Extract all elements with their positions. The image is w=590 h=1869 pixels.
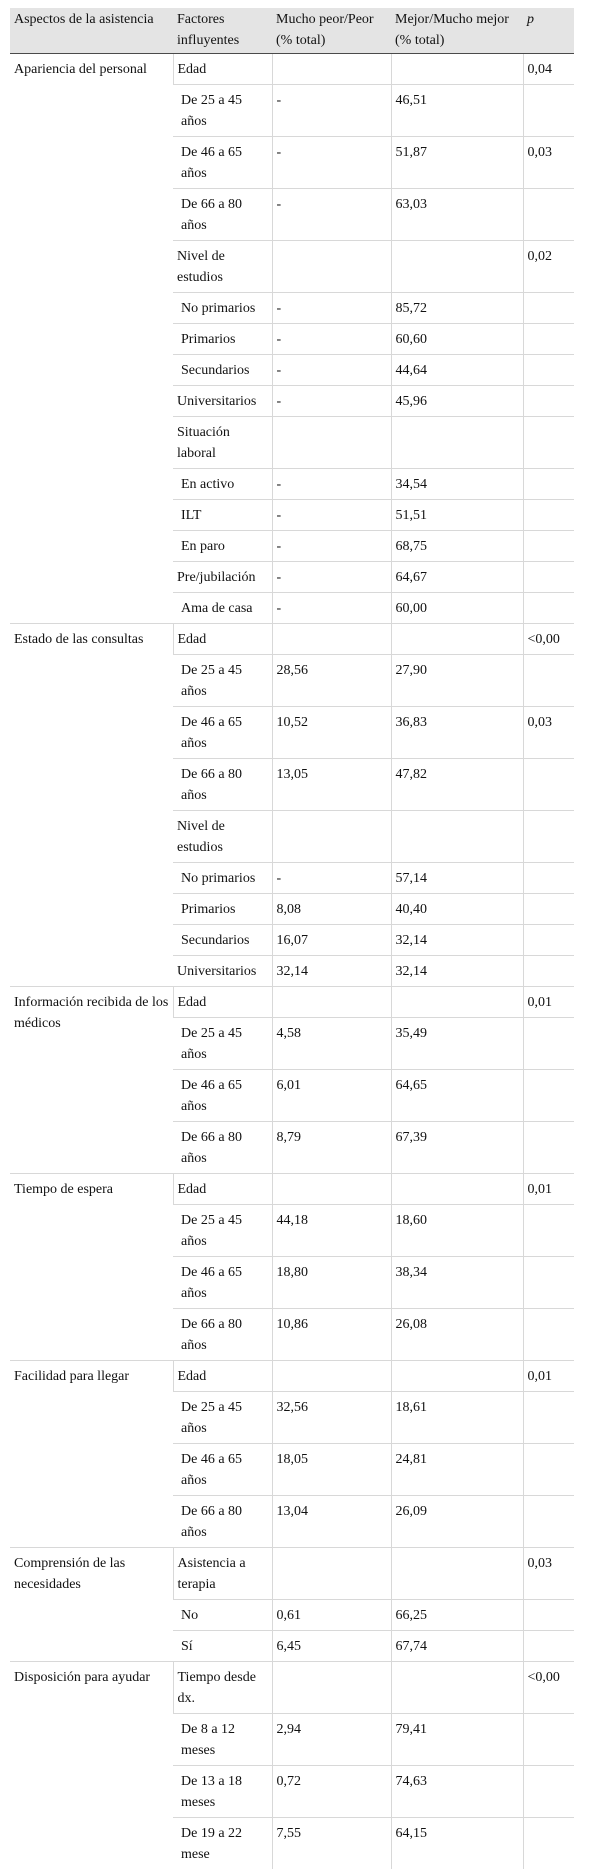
- mejor-value-cell: [391, 624, 523, 655]
- peor-value-cell: 13,04: [272, 1496, 391, 1548]
- mejor-value-cell: 60,60: [391, 324, 523, 355]
- peor-value-cell: 28,56: [272, 655, 391, 707]
- aspect-cell: Comprensión de las necesidades: [10, 1548, 173, 1662]
- table-row: [10, 54, 574, 85]
- peor-value-cell: -: [272, 293, 391, 324]
- peor-value-cell: 16,07: [272, 925, 391, 956]
- p-value-cell: 0,01: [523, 1361, 574, 1392]
- header-factores: Factores influyentes: [173, 8, 272, 54]
- mejor-value-cell: [391, 1662, 523, 1714]
- p-value-cell: [523, 1444, 574, 1496]
- factor-cell: Edad: [173, 1174, 272, 1205]
- peor-value-cell: -: [272, 500, 391, 531]
- peor-value-cell: 32,14: [272, 956, 391, 987]
- p-value-cell: 0,03: [523, 137, 574, 189]
- peor-value-cell: [272, 987, 391, 1018]
- p-value-cell: [523, 1205, 574, 1257]
- p-value-cell: [523, 759, 574, 811]
- p-value-cell: [523, 1309, 574, 1361]
- mejor-value-cell: 36,83: [391, 707, 523, 759]
- factor-cell: Edad: [173, 54, 272, 85]
- peor-value-cell: 8,08: [272, 894, 391, 925]
- peor-value-cell: -: [272, 593, 391, 624]
- aspect-cell: Tiempo de espera: [10, 1174, 173, 1361]
- mejor-value-cell: 51,87: [391, 137, 523, 189]
- p-value-cell: [523, 500, 574, 531]
- mejor-value-cell: 67,74: [391, 1631, 523, 1662]
- aspect-cell: Facilidad para llegar: [10, 1361, 173, 1548]
- p-value-cell: [523, 1496, 574, 1548]
- mejor-value-cell: 51,51: [391, 500, 523, 531]
- mejor-value-cell: 60,00: [391, 593, 523, 624]
- factor-cell: De 66 a 80 años: [173, 1122, 272, 1174]
- mejor-value-cell: [391, 241, 523, 293]
- peor-value-cell: 32,56: [272, 1392, 391, 1444]
- peor-value-cell: 10,52: [272, 707, 391, 759]
- aspect-cell: Estado de las consultas: [10, 624, 173, 987]
- table-row: [10, 1662, 574, 1714]
- header-mejor: Mejor/Mucho mejor (% total): [391, 8, 523, 54]
- peor-value-cell: [272, 241, 391, 293]
- factor-cell: Universitarios: [173, 386, 272, 417]
- factor-cell: No: [173, 1600, 272, 1631]
- mejor-value-cell: [391, 987, 523, 1018]
- peor-value-cell: -: [272, 386, 391, 417]
- factor-cell: En activo: [173, 469, 272, 500]
- peor-value-cell: 18,80: [272, 1257, 391, 1309]
- factor-cell: De 19 a 22 mese: [173, 1818, 272, 1869]
- peor-value-cell: -: [272, 469, 391, 500]
- factor-cell: En paro: [173, 531, 272, 562]
- mejor-value-cell: 38,34: [391, 1257, 523, 1309]
- peor-value-cell: -: [272, 137, 391, 189]
- factor-cell: Tiempo desde dx.: [173, 1662, 272, 1714]
- p-value-cell: [523, 324, 574, 355]
- header-mucho-peor: Mucho peor/Peor (% total): [272, 8, 391, 54]
- peor-value-cell: 7,55: [272, 1818, 391, 1869]
- mejor-value-cell: 57,14: [391, 863, 523, 894]
- mejor-value-cell: 45,96: [391, 386, 523, 417]
- factor-cell: De 46 a 65 años: [173, 137, 272, 189]
- p-value-cell: [523, 1631, 574, 1662]
- factor-cell: De 46 a 65 años: [173, 707, 272, 759]
- mejor-value-cell: 18,61: [391, 1392, 523, 1444]
- mejor-value-cell: 35,49: [391, 1018, 523, 1070]
- mejor-value-cell: 68,75: [391, 531, 523, 562]
- factor-cell: De 25 a 45 años: [173, 655, 272, 707]
- peor-value-cell: 2,94: [272, 1714, 391, 1766]
- p-value-cell: <0,00: [523, 624, 574, 655]
- aspect-cell: Apariencia del personal: [10, 54, 173, 624]
- factor-cell: Secundarios: [173, 925, 272, 956]
- peor-value-cell: 6,45: [272, 1631, 391, 1662]
- p-value-cell: [523, 811, 574, 863]
- table-row: [10, 1548, 574, 1600]
- header-aspectos: Aspectos de la asistencia: [10, 8, 173, 54]
- mejor-value-cell: [391, 54, 523, 85]
- p-value-cell: [523, 355, 574, 386]
- results-table: [10, 8, 574, 1869]
- factor-cell: De 46 a 65 años: [173, 1444, 272, 1496]
- factor-cell: De 25 a 45 años: [173, 1392, 272, 1444]
- mejor-value-cell: 32,14: [391, 956, 523, 987]
- peor-value-cell: [272, 1361, 391, 1392]
- p-value-cell: 0,01: [523, 1174, 574, 1205]
- p-value-cell: [523, 593, 574, 624]
- mejor-value-cell: [391, 417, 523, 469]
- factor-cell: Nivel de estudios: [173, 241, 272, 293]
- p-value-cell: [523, 1392, 574, 1444]
- factor-cell: ILT: [173, 500, 272, 531]
- peor-value-cell: [272, 1548, 391, 1600]
- header-p: p: [523, 8, 574, 54]
- mejor-value-cell: 18,60: [391, 1205, 523, 1257]
- factor-cell: Ama de casa: [173, 593, 272, 624]
- p-value-cell: [523, 1600, 574, 1631]
- p-value-cell: [523, 863, 574, 894]
- factor-cell: De 66 a 80 años: [173, 759, 272, 811]
- peor-value-cell: -: [272, 85, 391, 137]
- factor-cell: Secundarios: [173, 355, 272, 386]
- mejor-value-cell: 63,03: [391, 189, 523, 241]
- aspect-cell: Información recibida de los médicos: [10, 987, 173, 1174]
- table-row: [10, 624, 574, 655]
- p-value-cell: [523, 1018, 574, 1070]
- factor-cell: No primarios: [173, 863, 272, 894]
- p-value-cell: 0,04: [523, 54, 574, 85]
- aspect-cell: Disposición para ayudar: [10, 1662, 173, 1869]
- p-value-cell: [523, 1766, 574, 1818]
- mejor-value-cell: 44,64: [391, 355, 523, 386]
- peor-value-cell: 10,86: [272, 1309, 391, 1361]
- mejor-value-cell: 26,08: [391, 1309, 523, 1361]
- factor-cell: Sí: [173, 1631, 272, 1662]
- peor-value-cell: -: [272, 324, 391, 355]
- mejor-value-cell: [391, 1548, 523, 1600]
- factor-cell: No primarios: [173, 293, 272, 324]
- table-row: [10, 1361, 574, 1392]
- p-value-cell: [523, 925, 574, 956]
- mejor-value-cell: [391, 1361, 523, 1392]
- p-value-cell: 0,02: [523, 241, 574, 293]
- factor-cell: Edad: [173, 624, 272, 655]
- peor-value-cell: -: [272, 531, 391, 562]
- p-value-cell: [523, 1122, 574, 1174]
- factor-cell: De 13 a 18 meses: [173, 1766, 272, 1818]
- mejor-value-cell: 85,72: [391, 293, 523, 324]
- p-value-cell: 0,03: [523, 707, 574, 759]
- peor-value-cell: 4,58: [272, 1018, 391, 1070]
- factor-cell: De 8 a 12 meses: [173, 1714, 272, 1766]
- peor-value-cell: [272, 54, 391, 85]
- factor-cell: De 66 a 80 años: [173, 1496, 272, 1548]
- mejor-value-cell: 46,51: [391, 85, 523, 137]
- p-value-cell: [523, 1714, 574, 1766]
- peor-value-cell: [272, 811, 391, 863]
- p-value-cell: [523, 562, 574, 593]
- factor-cell: Primarios: [173, 324, 272, 355]
- mejor-value-cell: 66,25: [391, 1600, 523, 1631]
- p-value-cell: [523, 417, 574, 469]
- p-value-cell: [523, 1257, 574, 1309]
- mejor-value-cell: 32,14: [391, 925, 523, 956]
- mejor-value-cell: 64,65: [391, 1070, 523, 1122]
- peor-value-cell: 6,01: [272, 1070, 391, 1122]
- p-value-cell: [523, 469, 574, 500]
- factor-cell: Nivel de estudios: [173, 811, 272, 863]
- peor-value-cell: -: [272, 189, 391, 241]
- p-value-cell: [523, 655, 574, 707]
- mejor-value-cell: 40,40: [391, 894, 523, 925]
- factor-cell: De 25 a 45 años: [173, 1018, 272, 1070]
- peor-value-cell: -: [272, 863, 391, 894]
- factor-cell: De 46 a 65 años: [173, 1257, 272, 1309]
- peor-value-cell: 44,18: [272, 1205, 391, 1257]
- peor-value-cell: 18,05: [272, 1444, 391, 1496]
- p-value-cell: [523, 531, 574, 562]
- p-value-cell: [523, 1070, 574, 1122]
- table-body: [10, 54, 574, 1869]
- table-row: [10, 1174, 574, 1205]
- p-value-cell: [523, 85, 574, 137]
- mejor-value-cell: 34,54: [391, 469, 523, 500]
- header-row: [10, 8, 574, 54]
- p-value-cell: [523, 293, 574, 324]
- mejor-value-cell: 67,39: [391, 1122, 523, 1174]
- mejor-value-cell: [391, 811, 523, 863]
- factor-cell: Edad: [173, 987, 272, 1018]
- mejor-value-cell: 79,41: [391, 1714, 523, 1766]
- peor-value-cell: -: [272, 355, 391, 386]
- factor-cell: De 66 a 80 años: [173, 189, 272, 241]
- mejor-value-cell: 64,15: [391, 1818, 523, 1869]
- p-value-cell: 0,01: [523, 987, 574, 1018]
- table-row: [10, 987, 574, 1018]
- factor-cell: Situación laboral: [173, 417, 272, 469]
- p-value-cell: 0,03: [523, 1548, 574, 1600]
- mejor-value-cell: [391, 1174, 523, 1205]
- factor-cell: Universitarios: [173, 956, 272, 987]
- peor-value-cell: 0,72: [272, 1766, 391, 1818]
- peor-value-cell: [272, 1662, 391, 1714]
- factor-cell: De 25 a 45 años: [173, 85, 272, 137]
- peor-value-cell: -: [272, 562, 391, 593]
- mejor-value-cell: 64,67: [391, 562, 523, 593]
- factor-cell: Edad: [173, 1361, 272, 1392]
- p-value-cell: [523, 894, 574, 925]
- mejor-value-cell: 27,90: [391, 655, 523, 707]
- factor-cell: Pre/jubilación: [173, 562, 272, 593]
- peor-value-cell: [272, 624, 391, 655]
- peor-value-cell: 0,61: [272, 1600, 391, 1631]
- p-value-cell: [523, 1818, 574, 1869]
- peor-value-cell: [272, 1174, 391, 1205]
- factor-cell: Primarios: [173, 894, 272, 925]
- mejor-value-cell: 24,81: [391, 1444, 523, 1496]
- p-value-cell: [523, 956, 574, 987]
- peor-value-cell: 8,79: [272, 1122, 391, 1174]
- mejor-value-cell: 26,09: [391, 1496, 523, 1548]
- factor-cell: De 66 a 80 años: [173, 1309, 272, 1361]
- factor-cell: De 46 a 65 años: [173, 1070, 272, 1122]
- factor-cell: Asistencia a terapia: [173, 1548, 272, 1600]
- p-value-cell: <0,00: [523, 1662, 574, 1714]
- peor-value-cell: [272, 417, 391, 469]
- p-value-cell: [523, 386, 574, 417]
- mejor-value-cell: 47,82: [391, 759, 523, 811]
- peor-value-cell: 13,05: [272, 759, 391, 811]
- mejor-value-cell: 74,63: [391, 1766, 523, 1818]
- factor-cell: De 25 a 45 años: [173, 1205, 272, 1257]
- p-value-cell: [523, 189, 574, 241]
